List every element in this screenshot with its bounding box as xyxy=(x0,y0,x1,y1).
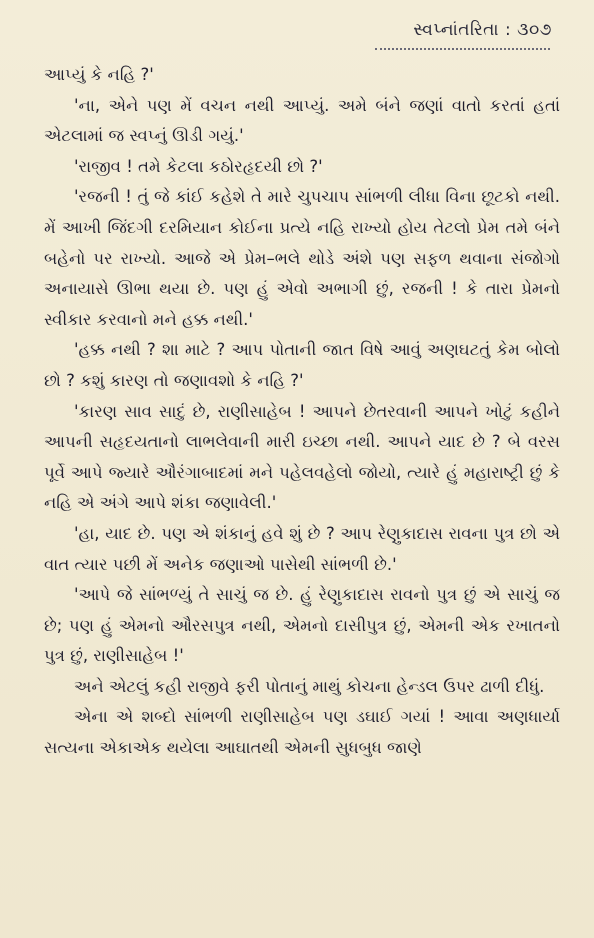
paragraph: 'રજની ! તું જે કાંઈ કહેશે તે મારે ચુપચાપ સાંભળી લીધા વિના છૂટકો નથી. મેં આખી જિંદગી દરમિયાન કોઈના પ્રત્યે નહિ રાખ્યો હોય તેટલો પ્રેમ તમે બંને બહેનો પર રાખ્યો. આજે એ પ્રેમ–ભલે થોડે અંશે પણ સફળ થવાના સંજોગો અનાયાસે ઊભા થયા છે. પણ હું એવો અભાગી છું, રજની ! કે તારા પ્રેમનો સ્વીકાર કરવાનો મને હક્ક નથી.' xyxy=(44,187,560,329)
paragraph: 'હક્ક નથી ? શા માટે ? આપ પોતાની જાત વિષે આવું અણઘટતું કેમ બોલો છો ? કશું કારણ તો જણાવશો કે નહિ ?' xyxy=(44,340,560,390)
paragraph: 'રાજીવ ! તમે કેટલા કઠોરહૃદયી છો ?' xyxy=(74,156,323,176)
paragraph-continued: આપ્યું કે નહિ ?' xyxy=(44,65,154,84)
paragraph: 'હા, યાદ છે. પણ એ શંકાનું હવે શું છે ? આપ રેણુકાદાસ રાવના પુત્ર છો એ વાત ત્યાર પછી મેં અનેક જણાઓ પાસેથી સાંભળી છે.' xyxy=(44,523,560,574)
running-head: સ્વપ્નાંતરિતા : ૩૦૭ xyxy=(413,20,552,40)
header-rule xyxy=(375,44,550,50)
paragraph: 'આપે જે સાંભળ્યું તે સાચું જ છે. હું રેણુકાદાસ રાવનો પુત્ર છું એ સાચું જ છે; પણ હું એમનો ઔરસપુત્ર નથી, એમનો દાસીપુત્ર છું, એમની એક રખાતનો પુત્ર છું, રાણીસાહેબ !' xyxy=(44,585,560,666)
paragraph: 'કારણ સાવ સાદું છે, રાણીસાહેબ ! આપને છેતરવાની આપને ખોટું કહીને આપની સહૃદયતાનો લાભલેવાની મારી ઇચ્છા નથી. આપને યાદ છે ? બે વરસ પૂર્વે આપે જ્યારે ઔરંગાબાદમાં મને પહેલવહેલો જોયો, ત્યારે હું મહારાષ્ટ્રી છું કે નહિ એ અંગે આપે શંકા જણાવેલી.' xyxy=(44,401,560,513)
paragraph: એના એ શબ્દો સાંભળી રાણીસાહેબ પણ ડઘાઈ ગયાં ! આવા અણધાર્યા સત્યના એકાએક થયેલા આઘાતથી એમની સુધબુધ જાણે xyxy=(44,707,560,758)
paragraph: 'ના, એને પણ મેં વચન નથી આપ્યું. અમે બંને જણાં વાતો કરતાં હતાં એટલામાં જ સ્વપ્નું ઊડી ગયું.' xyxy=(44,95,560,146)
paragraph: અને એટલું કહી રાજીવે ફરી પોતાનું માથું કોચના હેન્ડલ ઉપર ઢાળી દીધું. xyxy=(74,676,545,696)
page-body xyxy=(44,60,560,764)
